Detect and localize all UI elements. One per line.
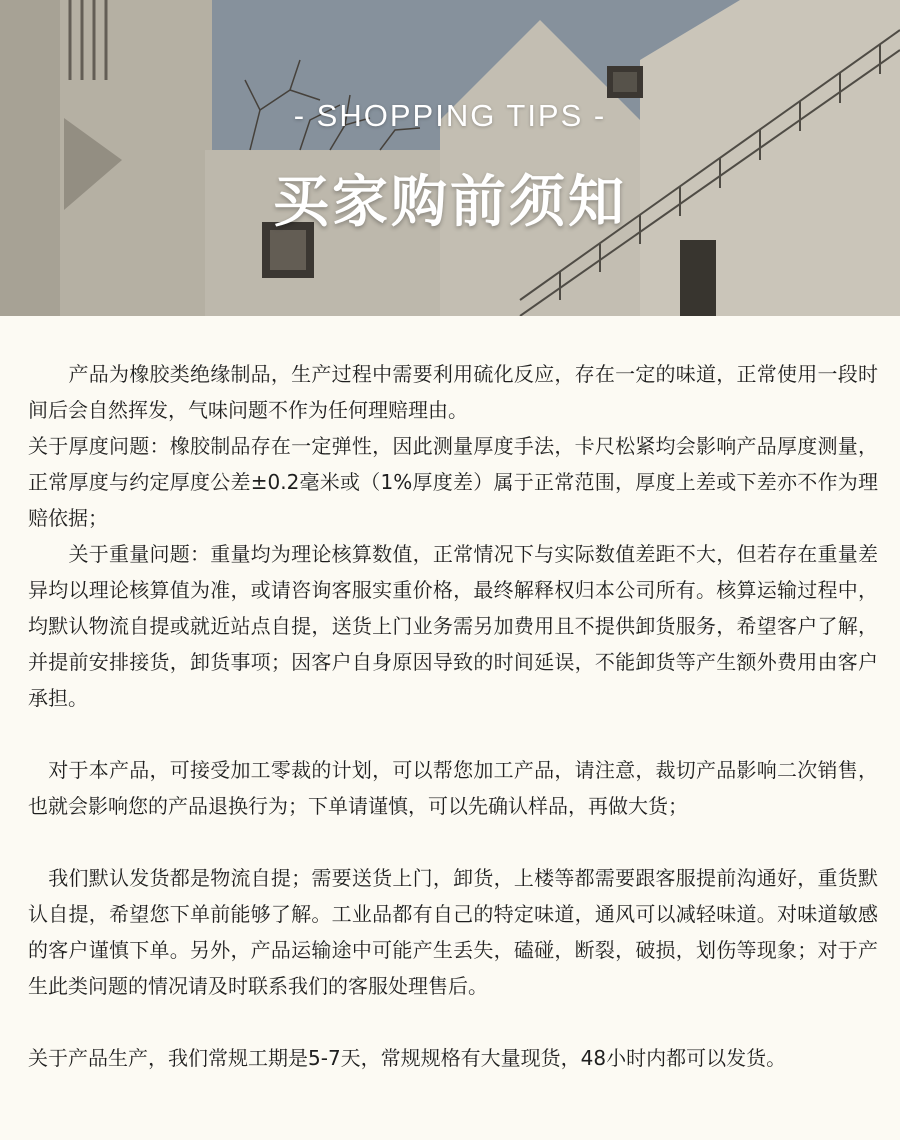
- paragraph-production: 关于产品生产，我们常规工期是5-7天，常规规格有大量现货，48小时内都可以发货。: [28, 1046, 787, 1070]
- paragraph-thickness: 关于厚度问题：橡胶制品存在一定弹性，因此测量厚度手法，卡尺松紧均会影响产品厚度测量，正常厚度与约定厚度公差±0.2毫米或（1%厚度差）属于正常范围，厚度上差或下差亦不作为理赔依据；: [28, 434, 878, 530]
- banner-subtitle: - SHOPPING TIPS -: [293, 98, 607, 133]
- paragraph-odor: 产品为橡胶类绝缘制品，生产过程中需要利用硫化反应，存在一定的味道，正常使用一段时间后会自然挥发，气味问题不作为任何理赔理由。: [28, 362, 878, 422]
- header-banner: [0, 0, 900, 316]
- spacer: [28, 1004, 878, 1040]
- paragraph-cutting: 对于本产品，可接受加工零裁的计划，可以帮您加工产品，请注意，裁切产品影响二次销售，也就会影响您的产品退换行为；下单请谨慎，可以先确认样品，再做大货；: [28, 758, 878, 818]
- spacer: [28, 824, 878, 860]
- paragraph-weight: 关于重量问题：重量均为理论核算数值，正常情况下与实际数值差距不大，但若存在重量差异均以理论核算值为准，或请咨询客服实重价格，最终解释权归本公司所有。核算运输过程中，均默认物流自提或就近站点自提，送货上门业务需另加费用且不提供卸货服务，希望客户了解，并提前安排接货，卸货事项；因客户自身原因导致的时间延误，不能卸货等产生额外费用由客户承担。: [28, 542, 878, 710]
- banner-title: 买家购前须知: [273, 170, 627, 235]
- tips-content: [28, 356, 878, 1076]
- paragraph-shipping: 我们默认发货都是物流自提；需要送货上门，卸货，上楼等都需要跟客服提前沟通好，重货默认自提，希望您下单前能够了解。工业品都有自己的特定味道，通风可以减轻味道。对味道敏感的客户谨慎下单。另外，产品运输途中可能产生丢失，磕碰，断裂，破损，划伤等现象；对于产生此类问题的情况请及时联系我们的客服处理售后。: [28, 866, 878, 998]
- spacer: [28, 716, 878, 752]
